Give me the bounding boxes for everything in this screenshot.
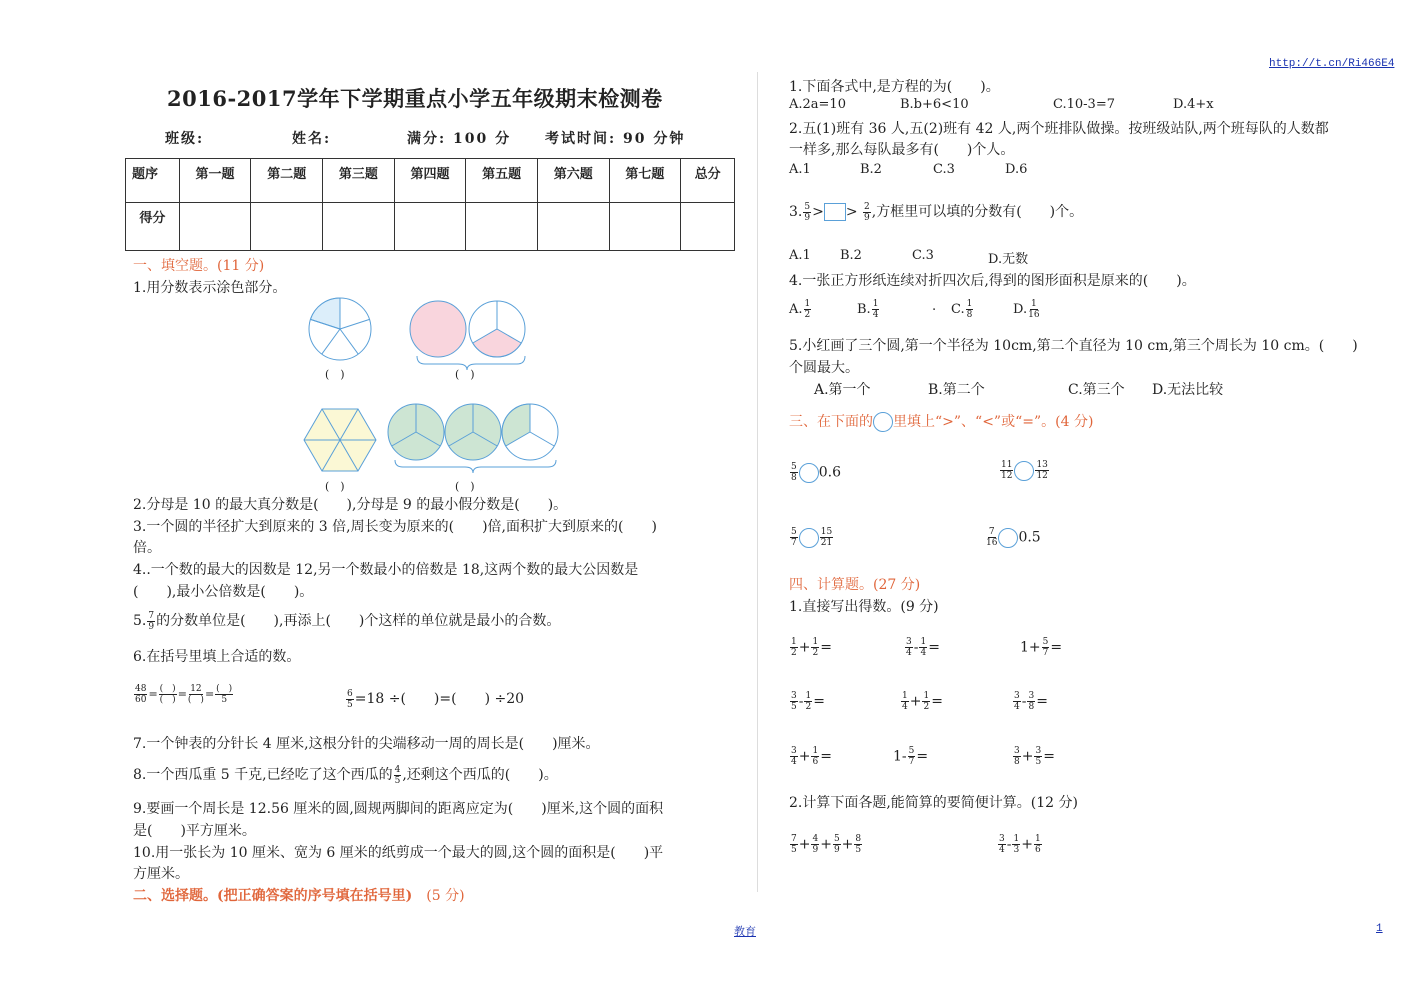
page-number[interactable]: 1 xyxy=(1376,923,1383,935)
section4-title: 四、计算题。(27 分) xyxy=(789,577,921,593)
q2-5: 5.小红画了三个圆,第一个半径为 10cm,第二个直径为 10 cm,第三个周长为 10 cm。( ) xyxy=(789,338,1358,354)
compare-4: $\frac{7}{16}$ 0.5 xyxy=(986,527,1041,548)
q2-3-opt-d: D.无数 xyxy=(988,252,1029,267)
q2-1-opt-d: D.4+x xyxy=(1173,97,1214,112)
q4-2: 2.计算下面各题,能简算的要简便计算。(12 分) xyxy=(789,795,1078,811)
calc: $\frac{3}{4}$ + $\frac{1}{6}$ = xyxy=(791,746,832,767)
answer-box[interactable] xyxy=(824,203,846,221)
q2-3-opt-a: A.1 xyxy=(789,248,811,263)
compare-circle[interactable] xyxy=(1014,461,1034,481)
name-label: 姓名: xyxy=(292,131,332,147)
q2-2-opt-c: C.3 xyxy=(933,162,955,177)
answer-paren[interactable]: ( ) xyxy=(325,368,345,381)
hexagon xyxy=(304,409,376,471)
calc: $\frac{3}{5}$ - $\frac{1}{2}$ = xyxy=(791,691,825,712)
score-header: 总分 xyxy=(681,159,735,203)
circle-icon xyxy=(873,412,893,432)
q1-9: 9.要画一个周长是 12.56 厘米的圆,圆规两脚间的距离应定为( )厘米,这个圆的面积 xyxy=(133,801,664,817)
score-cell[interactable] xyxy=(394,203,466,251)
q1-7: 7.一个钟表的分针长 4 厘米,这根分针的尖端移动一周的周长是( )厘米。 xyxy=(133,736,600,752)
q1-10: 10.用一张长为 10 厘米、宽为 6 厘米的纸剪成一个最大的圆,这个圆的面积是( )平 xyxy=(133,845,664,861)
footer-link[interactable]: 教育 xyxy=(734,925,756,938)
q1-4b: ( ),最小公倍数是( )。 xyxy=(133,584,314,600)
q1-5-pre: 5. xyxy=(133,613,147,629)
q2-4-dot: . xyxy=(932,299,937,314)
circle-green-1 xyxy=(388,404,444,460)
fraction: $\frac{( )}{5}$ xyxy=(216,684,233,705)
score-cell[interactable] xyxy=(681,203,735,251)
score-header: 第一题 xyxy=(179,159,251,203)
calc: 1- $\frac{5}{7}$ = xyxy=(893,746,929,767)
circle-green-3 xyxy=(502,404,558,460)
q2-1: 1.下面各式中,是方程的为( )。 xyxy=(789,79,1000,95)
answer-paren[interactable]: ( ) xyxy=(455,480,475,493)
calc: $\frac{1}{2}$ + $\frac{1}{2}$ = xyxy=(791,637,832,658)
score-cell[interactable] xyxy=(179,203,251,251)
score-cell[interactable] xyxy=(609,203,681,251)
q1-6: 6.在括号里填上合适的数。 xyxy=(133,649,301,665)
score-header: 第五题 xyxy=(466,159,538,203)
q2-5-opt-a: A.第一个 xyxy=(814,382,871,398)
score-header: 第二题 xyxy=(251,159,323,203)
q1-10b: 方厘米。 xyxy=(133,866,189,882)
circle-pink-full xyxy=(410,301,466,357)
compare-2: $\frac{11}{12}$ $\frac{13}{12}$ xyxy=(1001,460,1048,481)
q2-2-opt-a: A.1 xyxy=(789,162,811,177)
q1-4: 4..一个数的最大的因数是 12,另一个数最小的倍数是 18,这两个数的最大公因数是 xyxy=(133,562,639,578)
circle-thirds xyxy=(469,301,525,357)
calc: $\frac{3}{4}$ - $\frac{1}{4}$ = xyxy=(906,637,940,658)
score-header: 第六题 xyxy=(537,159,609,203)
fraction: $\frac{4}{5}$ xyxy=(394,764,401,786)
circle-fifths xyxy=(309,298,371,360)
q1-1: 1.用分数表示涂色部分。 xyxy=(133,280,287,296)
fraction-figures xyxy=(295,292,575,492)
compare-1: $\frac{5}{8}$ 0.6 xyxy=(791,462,841,483)
score-row-label: 得分 xyxy=(126,203,180,251)
compare-circle[interactable] xyxy=(799,463,819,483)
fraction: $\frac{2}{9}$ xyxy=(864,201,870,223)
fraction: $\frac{5}{9}$ xyxy=(804,201,811,223)
score-header: 第四题 xyxy=(394,159,466,203)
q2-5-opt-b: B.第二个 xyxy=(928,382,985,398)
score-table xyxy=(125,158,735,251)
calc: $\frac{3}{8}$ + $\frac{3}{5}$ = xyxy=(1014,746,1055,767)
compare-circle[interactable] xyxy=(799,528,819,548)
q4-1: 1.直接写出得数。(9 分) xyxy=(789,599,939,615)
score-cell[interactable] xyxy=(537,203,609,251)
q2-5-opt-d: D.无法比较 xyxy=(1152,382,1224,398)
q1-8: 8.一个西瓜重 5 千克,已经吃了这个西瓜的 $\frac{4}{5}$ ,还剩这个西瓜的( )。 xyxy=(133,764,558,786)
circle-green-2 xyxy=(445,404,501,460)
q2-1-opt-b: B.b+6<10 xyxy=(900,97,969,112)
q2-4: 4.一张正方形纸连续对折四次后,得到的图形面积是原来的( )。 xyxy=(789,273,1196,289)
fraction: $\frac{12}{( )}$ xyxy=(187,684,204,705)
q2-3-opt-c: C.3 xyxy=(912,248,934,263)
calc: 1+ $\frac{5}{7}$ = xyxy=(1020,637,1063,658)
score-header: 第三题 xyxy=(323,159,395,203)
compare-3: $\frac{5}{7}$ $\frac{15}{21}$ xyxy=(791,527,833,548)
q1-3b: 倍。 xyxy=(133,540,161,556)
score-header: 第七题 xyxy=(609,159,681,203)
q2-3: 3. $\frac{5}{9}$ > > $\frac{2}{9}$ ,方框里可以填的分数有( )个。 xyxy=(789,201,1084,223)
q2-2-opt-b: B.2 xyxy=(860,162,882,177)
q2-5-opt-c: C.第三个 xyxy=(1068,382,1125,398)
compare-circle[interactable] xyxy=(998,528,1018,548)
score-cell[interactable] xyxy=(251,203,323,251)
fraction: $\frac{7}{9}$ xyxy=(148,610,155,632)
q2-2b: 一样多,那么每队最多有( )个人。 xyxy=(789,142,1015,158)
q2-3-opt-b: B.2 xyxy=(840,248,862,263)
q1-2: 2.分母是 10 的最大真分数是( ),分母是 9 的最小假分数是( )。 xyxy=(133,497,568,513)
score-header: 题序 xyxy=(126,159,180,203)
calc: $\frac{1}{4}$ + $\frac{1}{2}$ = xyxy=(902,691,943,712)
page-title: 2016-2017学年下学期重点小学五年级期末检测卷 xyxy=(167,86,663,111)
section3-title: 三、在下面的 里填上“>”、“<”或“=”。(4 分) xyxy=(789,414,1094,430)
q1-5-post: 的分数单位是( ),再添上( )个这样的单位就是最小的合数。 xyxy=(156,613,561,629)
calc: $\frac{7}{5}$ + $\frac{4}{9}$ + $\frac{5}{9}$ + $\frac{8}{5}$ xyxy=(791,834,862,855)
score-cell[interactable] xyxy=(323,203,395,251)
q2-5b: 个圆最大。 xyxy=(789,360,859,376)
q2-2-opt-d: D.6 xyxy=(1005,162,1028,177)
q1-6-eq-b: $\frac{6}{5}$ =18 ÷( )=( ) ÷20 xyxy=(347,688,525,710)
q2-1-opt-a: A.2a=10 xyxy=(789,97,846,112)
q2-4-opt-c: C. $\frac{1}{8}$ xyxy=(951,299,973,320)
answer-paren[interactable]: ( ) xyxy=(325,480,345,493)
q2-4-opt-b: B. $\frac{1}{4}$ xyxy=(857,299,879,320)
q1-9b: 是( )平方厘米。 xyxy=(133,823,256,839)
fraction: $\frac{6}{5}$ xyxy=(347,688,353,710)
class-label: 班级: xyxy=(165,131,205,147)
q2-1-opt-c: C.10-3=7 xyxy=(1053,97,1115,112)
fraction: $\frac{( )}{( )}$ xyxy=(159,684,176,705)
exam-time: 考试时间: 90 分钟 xyxy=(545,131,686,147)
q2-2: 2.五(1)班有 36 人,五(2)班有 42 人,两个班排队做操。按班级站队,两个班每队的人数都 xyxy=(789,121,1329,137)
fraction: $\frac{48}{60}$ xyxy=(135,684,147,705)
column-divider xyxy=(757,72,758,892)
q1-3: 3.一个圆的半径扩大到原来的 3 倍,周长变为原来的( )倍,面积扩大到原来的( ) xyxy=(133,519,657,535)
q1-5 xyxy=(133,610,560,632)
full-score: 满分: 100 分 xyxy=(407,131,512,147)
q2-4-opt-d: D. $\frac{1}{16}$ xyxy=(1013,299,1040,320)
q2-4-opt-a: A. $\frac{1}{2}$ xyxy=(789,299,811,320)
section2-title: 二、选择题。(把正确答案的序号填在括号里) (5 分) xyxy=(133,888,465,904)
q1-6-eq-a: $\frac{48}{60}$ = $\frac{( )}{( )}$ = $\frac{12}{( )}$ = $\frac{( )}{5}$ xyxy=(135,684,233,705)
answer-paren[interactable]: ( ) xyxy=(455,368,475,381)
header-url[interactable]: http://t.cn/Ri466E4 xyxy=(1269,58,1395,70)
section1-title: 一、填空题。(11 分) xyxy=(133,258,265,274)
score-cell[interactable] xyxy=(466,203,538,251)
calc: $\frac{3}{4}$ - $\frac{1}{3}$ + $\frac{1}{6}$ xyxy=(999,834,1041,855)
calc: $\frac{3}{4}$ - $\frac{3}{8}$ = xyxy=(1014,691,1048,712)
